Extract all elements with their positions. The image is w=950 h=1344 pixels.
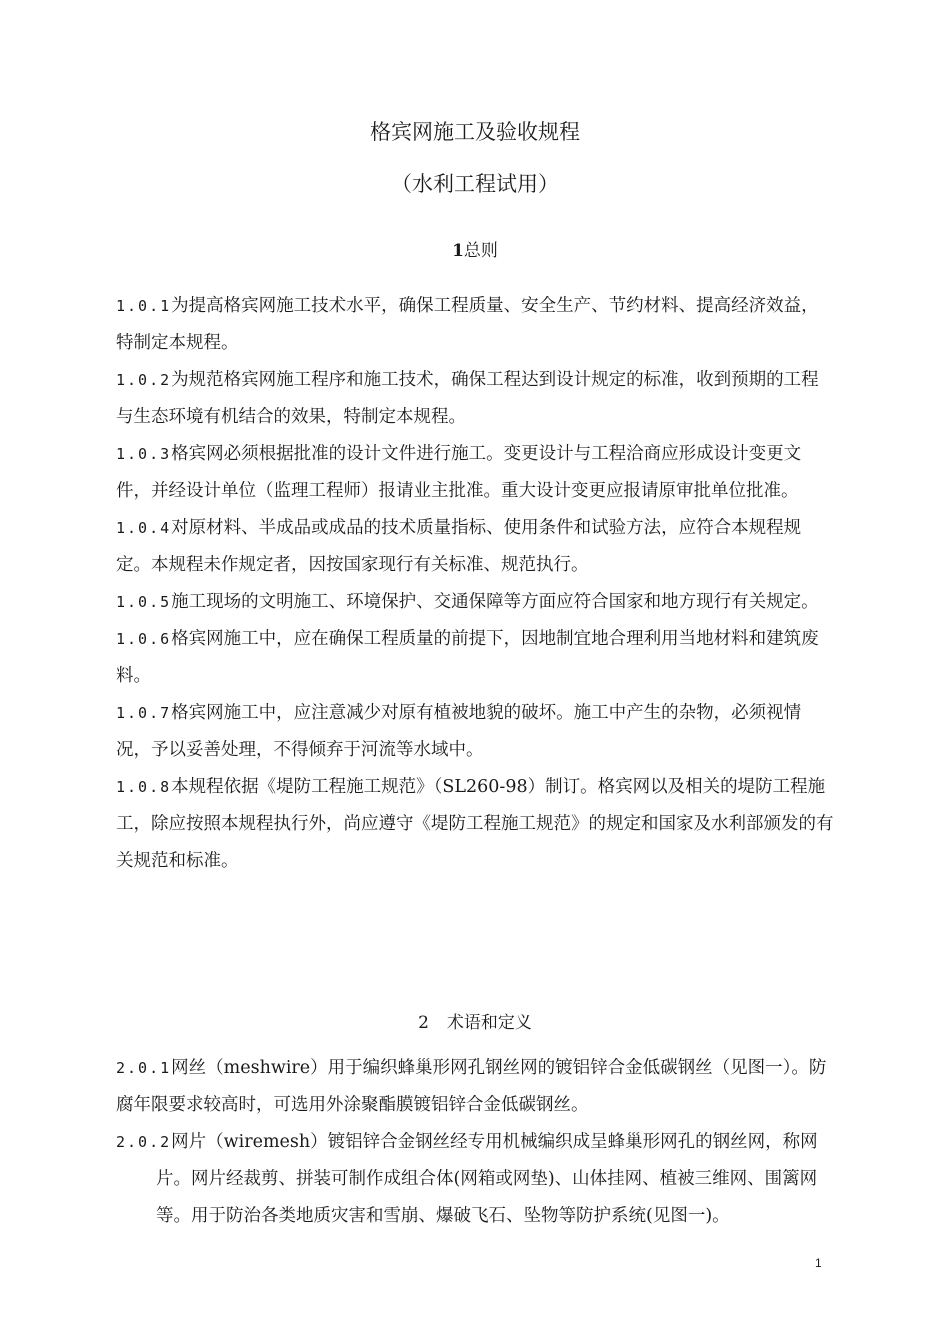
clause-text: 格宾网施工中，应在确保工程质量的前提下，因地制宜地合理利用当地材料和建筑废料。: [116, 629, 819, 686]
section-2-heading: [0, 1010, 950, 1036]
clause-1-0-7: [116, 695, 836, 769]
document-title: 格宾网施工及验收规程: [370, 120, 580, 144]
clause-2-0-1: [116, 1050, 836, 1124]
page-number: 1: [815, 1256, 822, 1270]
section-2-title: 术语和定义: [446, 1013, 532, 1033]
clause-1-0-3: [116, 436, 836, 510]
clause-1-0-4: [116, 510, 836, 584]
clause-number: 1.0.5: [116, 593, 172, 611]
document-subtitle: （水利工程试用）: [391, 172, 559, 196]
clause-text: 为规范格宾网施工程序和施工技术，确保工程达到设计规定的标准，收到预期的工程与生态环境有机结合的效果，特制定本规程。: [116, 370, 819, 427]
clause-number: 1.0.2: [116, 371, 172, 389]
clause-text: 格宾网必须根据批准的设计文件进行施工。变更设计与工程洽商应形成设计变更文件，并经设计单位（监理工程师）报请业主批准。重大设计变更应报请原审批单位批准。: [116, 444, 802, 501]
clause-1-0-5: [116, 584, 836, 621]
clause-number: 1.0.4: [116, 519, 172, 537]
clause-text: 格宾网施工中，应注意减少对原有植被地貌的破坏。施工中产生的杂物，必须视情况，予以妥善处理，不得倾弃于河流等水域中。: [116, 703, 802, 760]
clause-1-0-6: [116, 621, 836, 695]
section-1-title: 总则: [463, 241, 498, 261]
clause-number: 2.0.2: [116, 1133, 172, 1151]
clause-text: 施工现场的文明施工、环境保护、交通保障等方面应符合国家和地方现行有关规定。: [171, 592, 819, 612]
clause-text: 为提高格宾网施工技术水平，确保工程质量、安全生产、节约材料、提高经济效益，特制定本规程。: [116, 296, 819, 353]
section-2-number: 2: [418, 1013, 429, 1033]
clause-2-0-2: [116, 1124, 836, 1235]
section-1-body: [116, 288, 836, 880]
clause-text: 网丝（meshwire）用于编织蜂巢形网孔钢丝网的镀铝锌合金低碳钢丝（见图一）。防腐年限要求较高时，可选用外涂聚酯膜镀铝锌合金低碳钢丝。: [116, 1058, 827, 1115]
section-1-heading: [0, 238, 950, 264]
clause-text: 本规程依据《堤防工程施工规范》（SL260-98）制订。格宾网以及相关的堤防工程施工，除应按照本规程执行外，尚应遵守《堤防工程施工规范》的规定和国家及水利部颁发的有关规范和标准。: [116, 777, 834, 871]
clause-1-0-2: [116, 362, 836, 436]
section-2-body: [116, 1050, 836, 1235]
clause-number: 1.0.1: [116, 297, 172, 315]
clause-1-0-8: [116, 769, 836, 880]
clause-number: 2.0.1: [116, 1059, 172, 1077]
section-1-number: 1: [452, 241, 464, 261]
clause-number: 1.0.6: [116, 630, 172, 648]
clause-text: 网片（wiremesh）镀铝锌合金钢丝经专用机械编织成呈蜂巢形网孔的钢丝网，称网片。网片经裁剪、拼装可制作成组合体(网箱或网垫)、山体挂网、植被三维网、围篱网等。用于防治各类地质灾害和雪崩、爆破飞石、坠物等防护系统(见图一)。: [156, 1132, 818, 1226]
clause-1-0-1: [116, 288, 836, 362]
clause-text: 对原材料、半成品或成品的技术质量指标、使用条件和试验方法，应符合本规程规定。本规程未作规定者，因按国家现行有关标准、规范执行。: [116, 518, 802, 575]
clause-number: 1.0.3: [116, 445, 172, 463]
clause-number: 1.0.8: [116, 778, 172, 796]
clause-number: 1.0.7: [116, 704, 172, 722]
